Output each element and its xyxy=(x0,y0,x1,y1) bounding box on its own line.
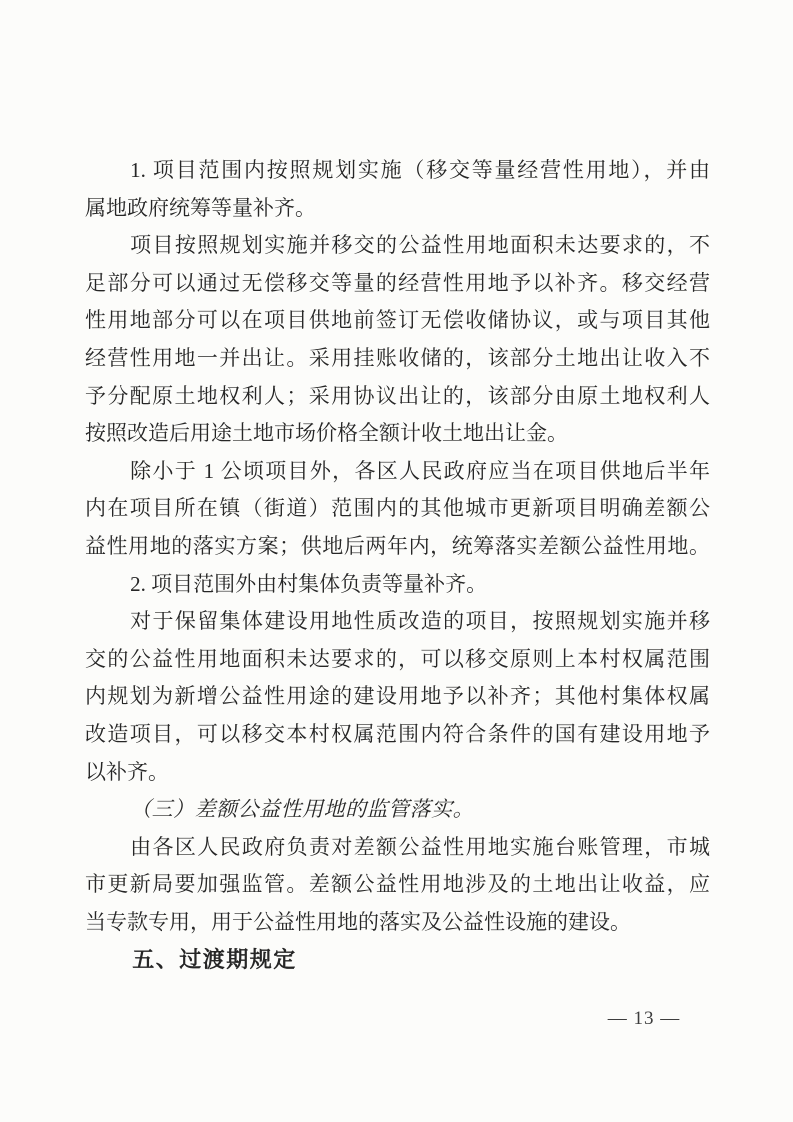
page-number: — 13 — xyxy=(607,1008,681,1029)
text-line: 交的公益性用地面积未达要求的，可以移交原则上本村权属范围 xyxy=(85,646,710,671)
text-line: 由各区人民政府负责对差额公益性用地实施台账管理，市城 xyxy=(130,834,710,859)
text-line: 属地政府统筹等量补齐。 xyxy=(85,195,316,220)
text-line: 2. 项目范围外由村集体负责等量补齐。 xyxy=(130,571,488,596)
text-line: 项目按照规划实施并移交的公益性用地面积未达要求的，不 xyxy=(130,233,710,258)
text-line: （三）差额公益性用地的监管落实。 xyxy=(130,797,475,822)
text-line: 经营性用地一并出让。采用挂账收储的，该部分土地出让收入不 xyxy=(85,345,710,370)
text-line: 内规划为新增公益性用途的建设用地予以补齐；其他村集体权属 xyxy=(85,684,710,709)
text-line: 当专款专用，用于公益性用地的落实及公益性设施的建设。 xyxy=(85,909,631,934)
text-line: 改造项目，可以移交本村权属范围内符合条件的国有建设用地予 xyxy=(85,721,710,746)
text-line: 五、过渡期规定 xyxy=(132,947,297,973)
text-line: 足部分可以通过无偿移交等量的经营性用地予以补齐。移交经营 xyxy=(85,270,710,295)
text-line: 性用地部分可以在项目供地前签订无偿收储协议，或与项目其他 xyxy=(85,308,710,333)
text-line: 对于保留集体建设用地性质改造的项目，按照规划实施并移 xyxy=(130,609,710,634)
text-line: 按照改造后用途土地市场价格全额计收土地出让金。 xyxy=(85,421,568,446)
text-line: 1. 项目范围内按照规划实施（移交等量经营性用地），并由 xyxy=(130,158,710,182)
text-line: 除小于 1 公顷项目外，各区人民政府应当在项目供地后半年 xyxy=(130,458,710,483)
text-line: 益性用地的落实方案；供地后两年内，统筹落实差额公益性用地。 xyxy=(85,533,710,558)
text-line: 以补齐。 xyxy=(85,759,169,784)
text-line: 市更新局要加强监管。差额公益性用地涉及的土地出让收益，应 xyxy=(85,872,710,897)
text-line: 予分配原土地权利人；采用协议出让的，该部分由原土地权利人 xyxy=(85,383,710,408)
document-body xyxy=(85,152,710,979)
text-line: 内在项目所在镇（街道）范围内的其他城市更新项目明确差额公 xyxy=(85,496,710,521)
